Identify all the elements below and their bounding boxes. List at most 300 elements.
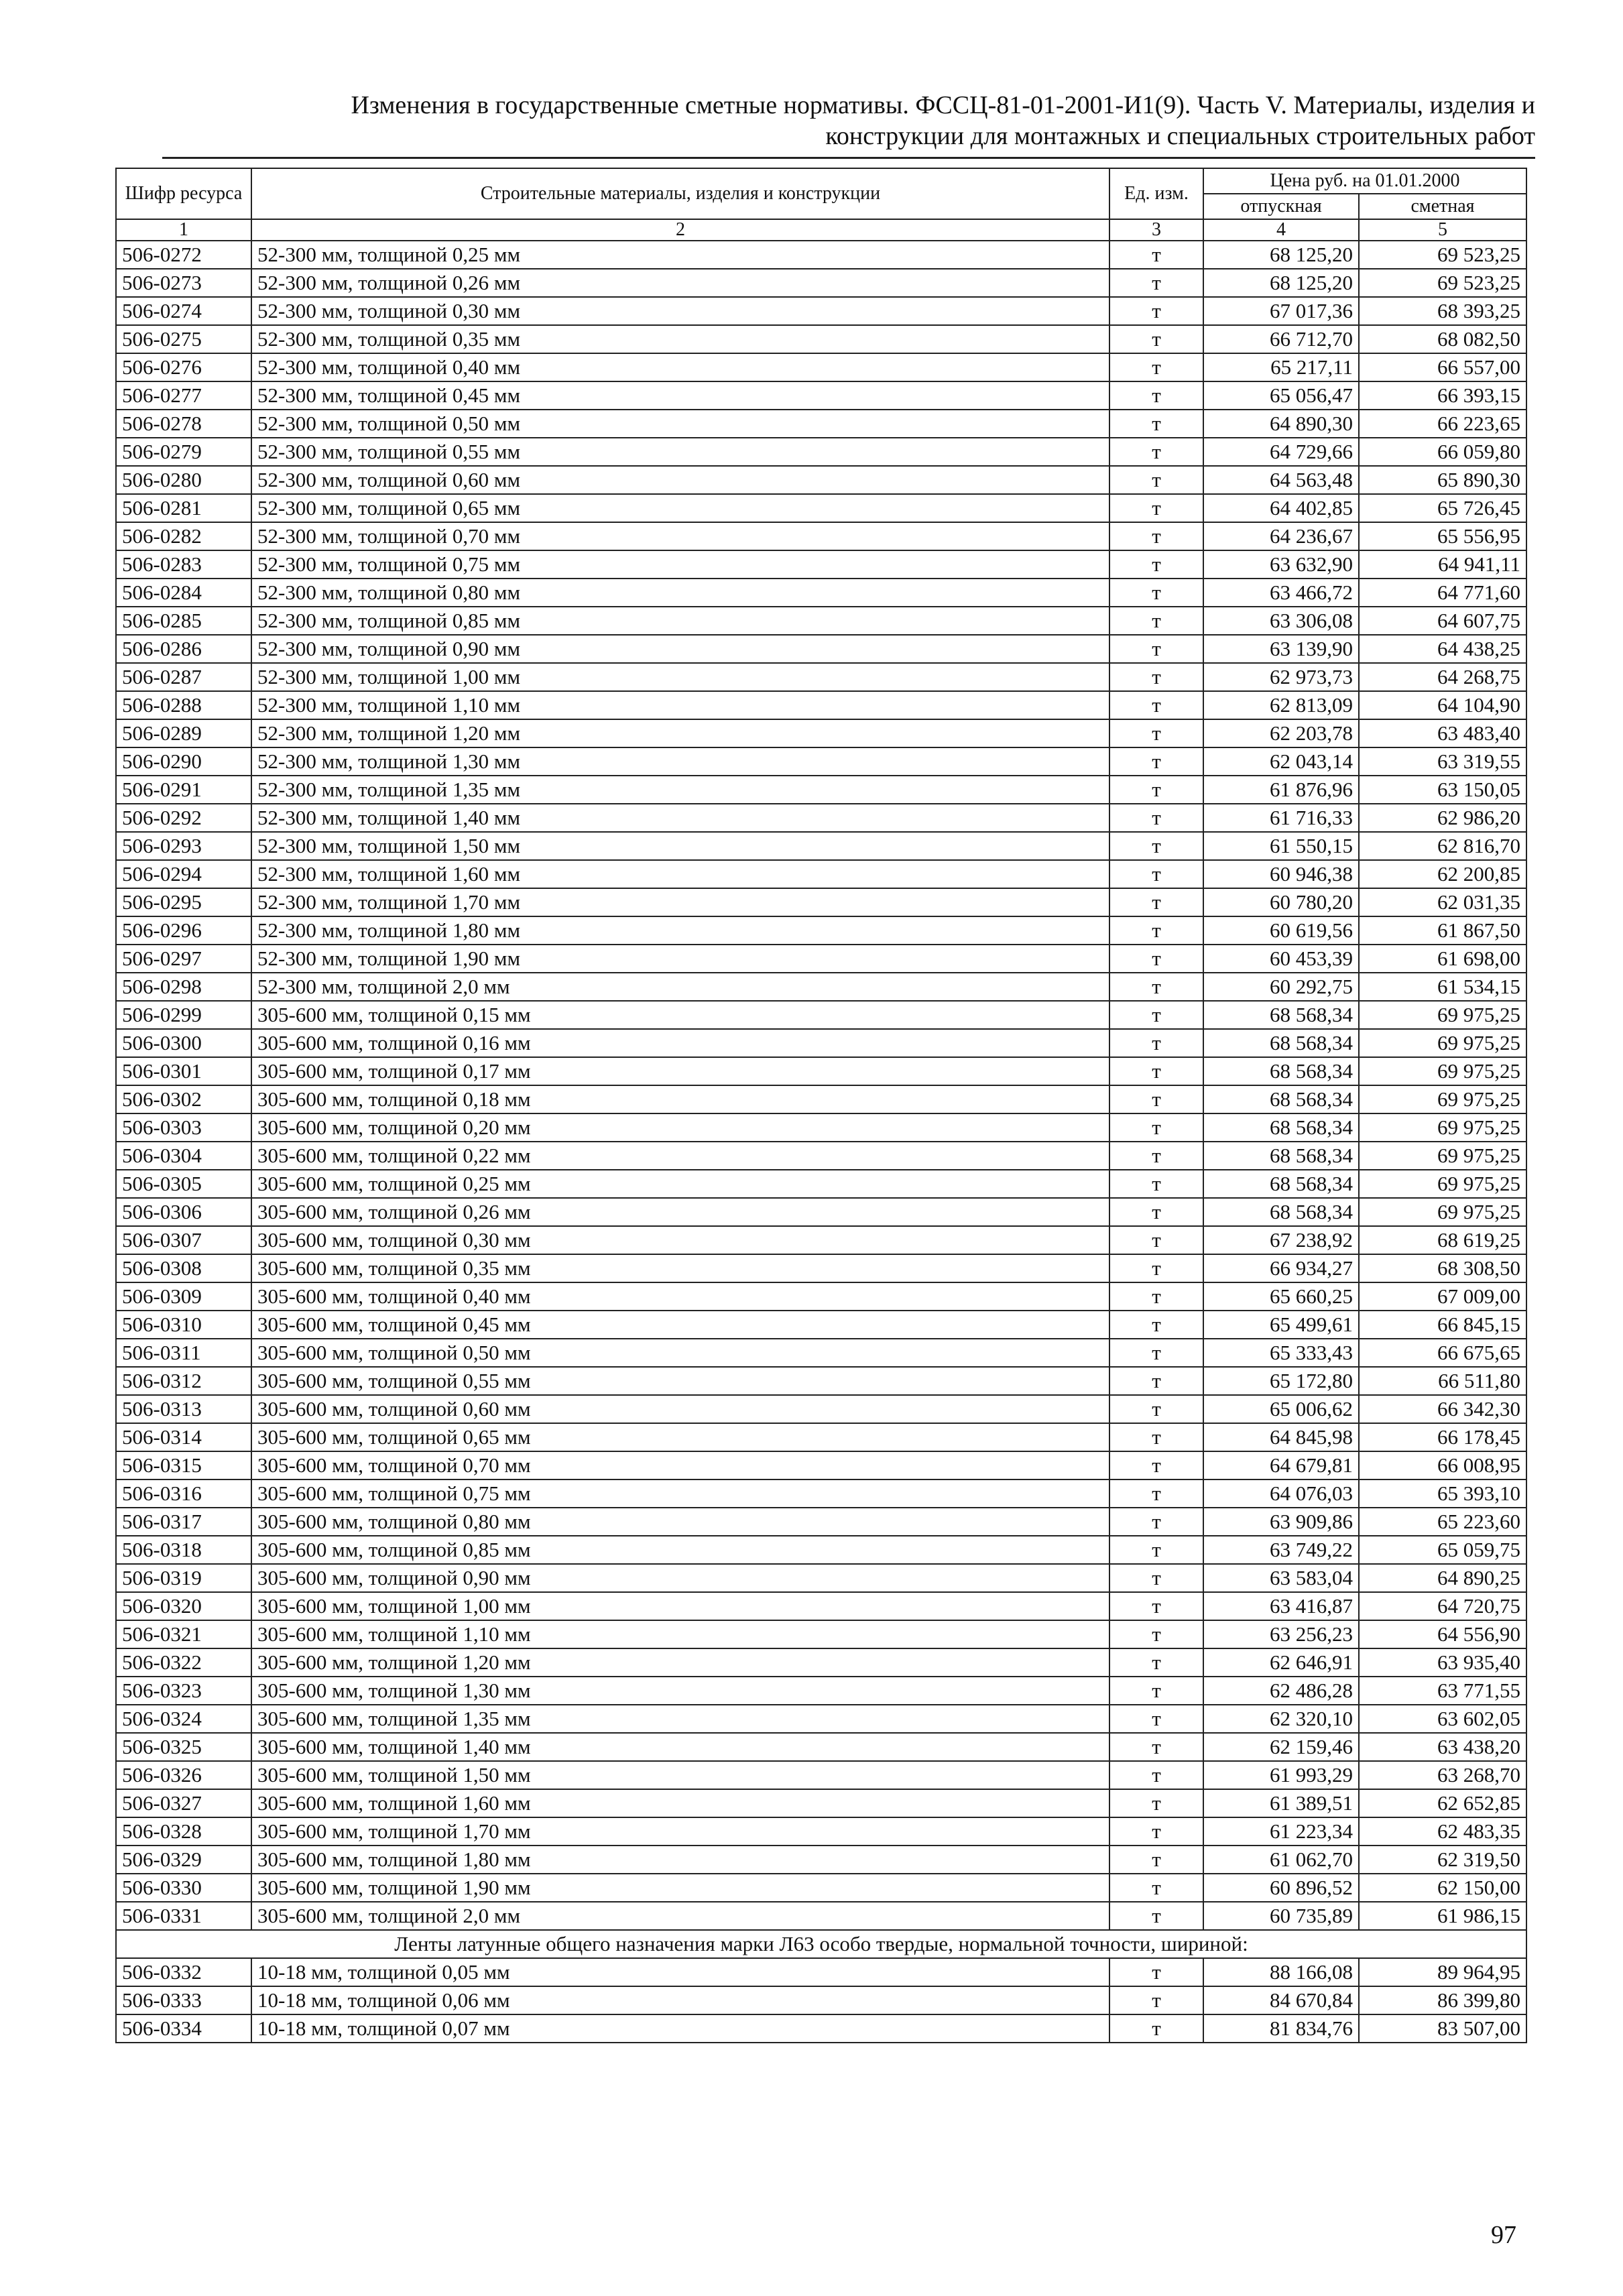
unit: т [1109,1198,1203,1226]
release-price: 62 486,28 [1203,1677,1359,1705]
release-price: 68 568,34 [1203,1001,1359,1029]
release-price: 88 166,08 [1203,1958,1359,1986]
table-row [116,804,1526,832]
header-rule [162,157,1535,159]
resource-code: 506-0275 [116,325,251,353]
table-row [116,1986,1526,2014]
material-name: 305-600 мм, толщиной 0,45 мм [251,1311,1109,1339]
table-header [116,168,1526,241]
table-row [116,1733,1526,1761]
unit: т [1109,410,1203,438]
release-price: 64 402,85 [1203,494,1359,522]
unit: т [1109,776,1203,804]
material-name: 52-300 мм, толщиной 0,45 мм [251,381,1109,410]
estimate-price: 66 059,80 [1359,438,1526,466]
material-name: 52-300 мм, толщиной 0,90 мм [251,635,1109,663]
material-name: 305-600 мм, толщиной 0,60 мм [251,1395,1109,1423]
material-name: 305-600 мм, толщиной 0,75 мм [251,1479,1109,1508]
material-name: 305-600 мм, толщиной 0,15 мм [251,1001,1109,1029]
table-row [116,494,1526,522]
release-price: 66 934,27 [1203,1254,1359,1282]
estimate-price: 62 319,50 [1359,1846,1526,1874]
unit: т [1109,494,1203,522]
unit: т [1109,888,1203,916]
estimate-price: 67 009,00 [1359,1282,1526,1311]
estimate-price: 64 890,25 [1359,1564,1526,1592]
release-price: 61 876,96 [1203,776,1359,804]
estimate-price: 64 720,75 [1359,1592,1526,1620]
release-price: 65 333,43 [1203,1339,1359,1367]
resource-code: 506-0317 [116,1508,251,1536]
unit: т [1109,438,1203,466]
unit: т [1109,1592,1203,1620]
table-row [116,663,1526,691]
estimate-price: 65 393,10 [1359,1479,1526,1508]
table-row [116,1874,1526,1902]
unit: т [1109,1874,1203,1902]
table-row [116,1085,1526,1113]
table-row [116,1423,1526,1451]
table-row [116,1029,1526,1057]
table-row [116,1536,1526,1564]
material-name: 305-600 мм, толщиной 0,30 мм [251,1226,1109,1254]
estimate-price: 63 483,40 [1359,719,1526,747]
resource-code: 506-0330 [116,1874,251,1902]
material-name: 52-300 мм, толщиной 0,70 мм [251,522,1109,550]
header-line-2: конструкции для монтажных и специальных строительных работ [825,122,1535,150]
resource-code: 506-0302 [116,1085,251,1113]
resource-code: 506-0280 [116,466,251,494]
column-number: 3 [1109,219,1203,241]
resource-code: 506-0287 [116,663,251,691]
release-price: 68 568,34 [1203,1198,1359,1226]
estimate-price: 63 935,40 [1359,1648,1526,1677]
release-price: 68 568,34 [1203,1142,1359,1170]
material-name: 52-300 мм, толщиной 2,0 мм [251,973,1109,1001]
release-price: 60 946,38 [1203,860,1359,888]
estimate-price: 66 008,95 [1359,1451,1526,1479]
material-name: 10-18 мм, толщиной 0,06 мм [251,1986,1109,2014]
table-row [116,1508,1526,1536]
resource-code: 506-0306 [116,1198,251,1226]
material-name: 305-600 мм, толщиной 1,80 мм [251,1846,1109,1874]
resource-code: 506-0312 [116,1367,251,1395]
estimate-price: 62 150,00 [1359,1874,1526,1902]
table-row [116,1339,1526,1367]
release-price: 60 619,56 [1203,916,1359,945]
estimate-price: 62 986,20 [1359,804,1526,832]
header-code: Шифр ресурса [116,168,251,219]
material-name: 305-600 мм, толщиной 0,18 мм [251,1085,1109,1113]
material-name: 52-300 мм, толщиной 0,85 мм [251,607,1109,635]
resource-code: 506-0319 [116,1564,251,1592]
material-name: 305-600 мм, толщиной 1,40 мм [251,1733,1109,1761]
estimate-price: 66 223,65 [1359,410,1526,438]
estimate-price: 63 771,55 [1359,1677,1526,1705]
estimate-price: 66 511,80 [1359,1367,1526,1395]
estimate-price: 64 438,25 [1359,635,1526,663]
unit: т [1109,325,1203,353]
estimate-price: 69 975,25 [1359,1001,1526,1029]
unit: т [1109,1564,1203,1592]
table-row [116,1198,1526,1226]
header-name: Строительные материалы, изделия и конструкции [251,168,1109,219]
material-name: 52-300 мм, толщиной 0,35 мм [251,325,1109,353]
release-price: 60 453,39 [1203,945,1359,973]
material-name: 10-18 мм, толщиной 0,05 мм [251,1958,1109,1986]
material-name: 52-300 мм, толщиной 0,40 мм [251,353,1109,381]
estimate-price: 65 890,30 [1359,466,1526,494]
estimate-price: 62 200,85 [1359,860,1526,888]
resource-code: 506-0273 [116,269,251,297]
resource-code: 506-0318 [116,1536,251,1564]
resource-code: 506-0315 [116,1451,251,1479]
table-row [116,1170,1526,1198]
resource-code: 506-0300 [116,1029,251,1057]
unit: т [1109,1226,1203,1254]
unit: т [1109,804,1203,832]
table-row [116,1817,1526,1846]
release-price: 62 203,78 [1203,719,1359,747]
price-table [115,168,1527,2043]
release-price: 68 568,34 [1203,1029,1359,1057]
estimate-price: 62 483,35 [1359,1817,1526,1846]
table-row [116,438,1526,466]
estimate-price: 65 726,45 [1359,494,1526,522]
header-line-1: Изменения в государственные сметные нормативы. ФССЦ-81-01-2001-И1(9). Часть V. Материалы, изделия и [351,91,1535,119]
release-price: 65 499,61 [1203,1311,1359,1339]
unit: т [1109,607,1203,635]
release-price: 63 256,23 [1203,1620,1359,1648]
page-number: 97 [1491,2221,1516,2249]
unit: т [1109,1113,1203,1142]
unit: т [1109,1254,1203,1282]
estimate-price: 69 975,25 [1359,1029,1526,1057]
table-row [116,1001,1526,1029]
material-name: 52-300 мм, толщиной 0,55 мм [251,438,1109,466]
material-name: 305-600 мм, толщиной 0,16 мм [251,1029,1109,1057]
resource-code: 506-0301 [116,1057,251,1085]
release-price: 61 550,15 [1203,832,1359,860]
material-name: 52-300 мм, толщиной 0,30 мм [251,297,1109,325]
release-price: 63 416,87 [1203,1592,1359,1620]
material-name: 52-300 мм, толщиной 1,35 мм [251,776,1109,804]
unit: т [1109,297,1203,325]
unit: т [1109,1479,1203,1508]
material-name: 52-300 мм, толщиной 0,65 мм [251,494,1109,522]
unit: т [1109,1367,1203,1395]
table-row [116,1226,1526,1254]
estimate-price: 61 867,50 [1359,916,1526,945]
unit: т [1109,1311,1203,1339]
unit: т [1109,635,1203,663]
unit: т [1109,1620,1203,1648]
material-name: 52-300 мм, толщиной 0,50 мм [251,410,1109,438]
table-row [116,832,1526,860]
unit: т [1109,550,1203,579]
material-name: 52-300 мм, толщиной 0,25 мм [251,241,1109,269]
resource-code: 506-0277 [116,381,251,410]
unit: т [1109,1395,1203,1423]
resource-code: 506-0288 [116,691,251,719]
table-row [116,1451,1526,1479]
estimate-price: 64 941,11 [1359,550,1526,579]
unit: т [1109,1282,1203,1311]
release-price: 64 076,03 [1203,1479,1359,1508]
release-price: 63 139,90 [1203,635,1359,663]
estimate-price: 66 393,15 [1359,381,1526,410]
table-row [116,1705,1526,1733]
resource-code: 506-0326 [116,1761,251,1789]
unit: т [1109,1423,1203,1451]
resource-code: 506-0323 [116,1677,251,1705]
table-row [116,1592,1526,1620]
resource-code: 506-0282 [116,522,251,550]
estimate-price: 66 845,15 [1359,1311,1526,1339]
estimate-price: 68 308,50 [1359,1254,1526,1282]
resource-code: 506-0272 [116,241,251,269]
estimate-price: 86 399,80 [1359,1986,1526,2014]
resource-code: 506-0297 [116,945,251,973]
release-price: 81 834,76 [1203,2014,1359,2043]
table-row [116,916,1526,945]
material-name: 305-600 мм, толщиной 0,80 мм [251,1508,1109,1536]
table-row [116,1648,1526,1677]
unit: т [1109,1142,1203,1170]
material-name: 52-300 мм, толщиной 1,80 мм [251,916,1109,945]
estimate-price: 69 523,25 [1359,269,1526,297]
resource-code: 506-0308 [116,1254,251,1282]
column-number: 1 [116,219,251,241]
unit: т [1109,663,1203,691]
release-price: 60 780,20 [1203,888,1359,916]
resource-code: 506-0291 [116,776,251,804]
estimate-price: 65 223,60 [1359,1508,1526,1536]
table-row [116,607,1526,635]
table-row [116,550,1526,579]
estimate-price: 65 059,75 [1359,1536,1526,1564]
material-name: 305-600 мм, толщиной 0,20 мм [251,1113,1109,1142]
resource-code: 506-0331 [116,1902,251,1930]
resource-code: 506-0304 [116,1142,251,1170]
release-price: 68 568,34 [1203,1170,1359,1198]
unit: т [1109,1508,1203,1536]
estimate-price: 89 964,95 [1359,1958,1526,1986]
unit: т [1109,747,1203,776]
unit: т [1109,691,1203,719]
release-price: 64 890,30 [1203,410,1359,438]
table-row [116,269,1526,297]
release-price: 67 017,36 [1203,297,1359,325]
resource-code: 506-0316 [116,1479,251,1508]
table-row [116,1677,1526,1705]
release-price: 65 660,25 [1203,1282,1359,1311]
release-price: 62 813,09 [1203,691,1359,719]
header-price: Цена руб. на 01.01.2000 [1203,168,1526,194]
header-release-price: отпускная [1203,194,1359,219]
material-name: 52-300 мм, толщиной 1,30 мм [251,747,1109,776]
estimate-price: 66 178,45 [1359,1423,1526,1451]
section-row [116,1930,1526,1958]
resource-code: 506-0327 [116,1789,251,1817]
material-name: 305-600 мм, толщиной 0,65 мм [251,1423,1109,1451]
material-name: 52-300 мм, толщиной 1,10 мм [251,691,1109,719]
resource-code: 506-0298 [116,973,251,1001]
release-price: 63 466,72 [1203,579,1359,607]
resource-code: 506-0279 [116,438,251,466]
unit: т [1109,1677,1203,1705]
unit: т [1109,522,1203,550]
resource-code: 506-0320 [116,1592,251,1620]
estimate-price: 63 438,20 [1359,1733,1526,1761]
material-name: 52-300 мм, толщиной 1,40 мм [251,804,1109,832]
table-row [116,2014,1526,2043]
header-estimate-price: сметная [1359,194,1526,219]
release-price: 61 223,34 [1203,1817,1359,1846]
resource-code: 506-0283 [116,550,251,579]
table-row [116,719,1526,747]
material-name: 10-18 мм, толщиной 0,07 мм [251,2014,1109,2043]
estimate-price: 64 104,90 [1359,691,1526,719]
unit: т [1109,1085,1203,1113]
estimate-price: 64 268,75 [1359,663,1526,691]
table-row [116,635,1526,663]
estimate-price: 69 975,25 [1359,1057,1526,1085]
page-header [121,90,1535,152]
release-price: 67 238,92 [1203,1226,1359,1254]
release-price: 61 389,51 [1203,1789,1359,1817]
unit: т [1109,353,1203,381]
table-row [116,297,1526,325]
estimate-price: 66 675,65 [1359,1339,1526,1367]
release-price: 62 646,91 [1203,1648,1359,1677]
release-price: 63 909,86 [1203,1508,1359,1536]
release-price: 84 670,84 [1203,1986,1359,2014]
release-price: 64 236,67 [1203,522,1359,550]
release-price: 63 583,04 [1203,1564,1359,1592]
unit: т [1109,466,1203,494]
material-name: 305-600 мм, толщиной 1,90 мм [251,1874,1109,1902]
table-body [116,241,1526,2043]
estimate-price: 62 816,70 [1359,832,1526,860]
estimate-price: 69 975,25 [1359,1142,1526,1170]
release-price: 64 729,66 [1203,438,1359,466]
table-row [116,888,1526,916]
unit: т [1109,916,1203,945]
release-price: 62 973,73 [1203,663,1359,691]
material-name: 305-600 мм, толщиной 1,10 мм [251,1620,1109,1648]
table-row [116,1902,1526,1930]
material-name: 305-600 мм, толщиной 0,55 мм [251,1367,1109,1395]
material-name: 305-600 мм, толщиной 1,35 мм [251,1705,1109,1733]
material-name: 52-300 мм, толщиной 1,60 мм [251,860,1109,888]
resource-code: 506-0334 [116,2014,251,2043]
estimate-price: 69 975,25 [1359,1113,1526,1142]
resource-code: 506-0296 [116,916,251,945]
material-name: 52-300 мм, толщиной 0,80 мм [251,579,1109,607]
release-price: 61 716,33 [1203,804,1359,832]
resource-code: 506-0324 [116,1705,251,1733]
release-price: 61 062,70 [1203,1846,1359,1874]
table-row [116,973,1526,1001]
release-price: 64 563,48 [1203,466,1359,494]
material-name: 305-600 мм, толщиной 1,30 мм [251,1677,1109,1705]
table-row [116,241,1526,269]
material-name: 52-300 мм, толщиной 0,60 мм [251,466,1109,494]
resource-code: 506-0293 [116,832,251,860]
table-row [116,1395,1526,1423]
estimate-price: 62 031,35 [1359,888,1526,916]
estimate-price: 69 975,25 [1359,1085,1526,1113]
unit: т [1109,269,1203,297]
estimate-price: 61 698,00 [1359,945,1526,973]
table-row [116,1113,1526,1142]
unit: т [1109,1057,1203,1085]
material-name: 305-600 мм, толщиной 1,20 мм [251,1648,1109,1677]
material-name: 305-600 мм, толщиной 0,17 мм [251,1057,1109,1085]
resource-code: 506-0294 [116,860,251,888]
estimate-price: 69 523,25 [1359,241,1526,269]
unit: т [1109,1789,1203,1817]
release-price: 68 568,34 [1203,1085,1359,1113]
estimate-price: 61 986,15 [1359,1902,1526,1930]
release-price: 62 043,14 [1203,747,1359,776]
release-price: 65 217,11 [1203,353,1359,381]
resource-code: 506-0309 [116,1282,251,1311]
unit: т [1109,1846,1203,1874]
release-price: 65 006,62 [1203,1395,1359,1423]
table-row [116,1958,1526,1986]
resource-code: 506-0276 [116,353,251,381]
material-name: 305-600 мм, толщиной 0,22 мм [251,1142,1109,1170]
resource-code: 506-0332 [116,1958,251,1986]
resource-code: 506-0314 [116,1423,251,1451]
material-name: 305-600 мм, толщиной 0,90 мм [251,1564,1109,1592]
table-row [116,1311,1526,1339]
estimate-price: 68 619,25 [1359,1226,1526,1254]
material-name: 305-600 мм, толщиной 2,0 мм [251,1902,1109,1930]
resource-code: 506-0333 [116,1986,251,2014]
release-price: 68 125,20 [1203,269,1359,297]
table-row [116,410,1526,438]
material-name: 305-600 мм, толщиной 0,35 мм [251,1254,1109,1282]
resource-code: 506-0299 [116,1001,251,1029]
unit: т [1109,1733,1203,1761]
unit: т [1109,1986,1203,2014]
material-name: 52-300 мм, толщиной 1,50 мм [251,832,1109,860]
resource-code: 506-0290 [116,747,251,776]
resource-code: 506-0321 [116,1620,251,1648]
resource-code: 506-0325 [116,1733,251,1761]
resource-code: 506-0274 [116,297,251,325]
resource-code: 506-0292 [116,804,251,832]
estimate-price: 83 507,00 [1359,2014,1526,2043]
estimate-price: 69 975,25 [1359,1198,1526,1226]
table-row [116,1761,1526,1789]
estimate-price: 63 150,05 [1359,776,1526,804]
resource-code: 506-0285 [116,607,251,635]
section-title: Ленты латунные общего назначения марки Л63 особо твердые, нормальной точности, шириной: [116,1930,1526,1958]
unit: т [1109,1029,1203,1057]
unit: т [1109,1761,1203,1789]
release-price: 63 632,90 [1203,550,1359,579]
unit: т [1109,1958,1203,1986]
release-price: 64 845,98 [1203,1423,1359,1451]
estimate-price: 68 393,25 [1359,297,1526,325]
estimate-price: 61 534,15 [1359,973,1526,1001]
material-name: 52-300 мм, толщиной 0,26 мм [251,269,1109,297]
estimate-price: 66 557,00 [1359,353,1526,381]
